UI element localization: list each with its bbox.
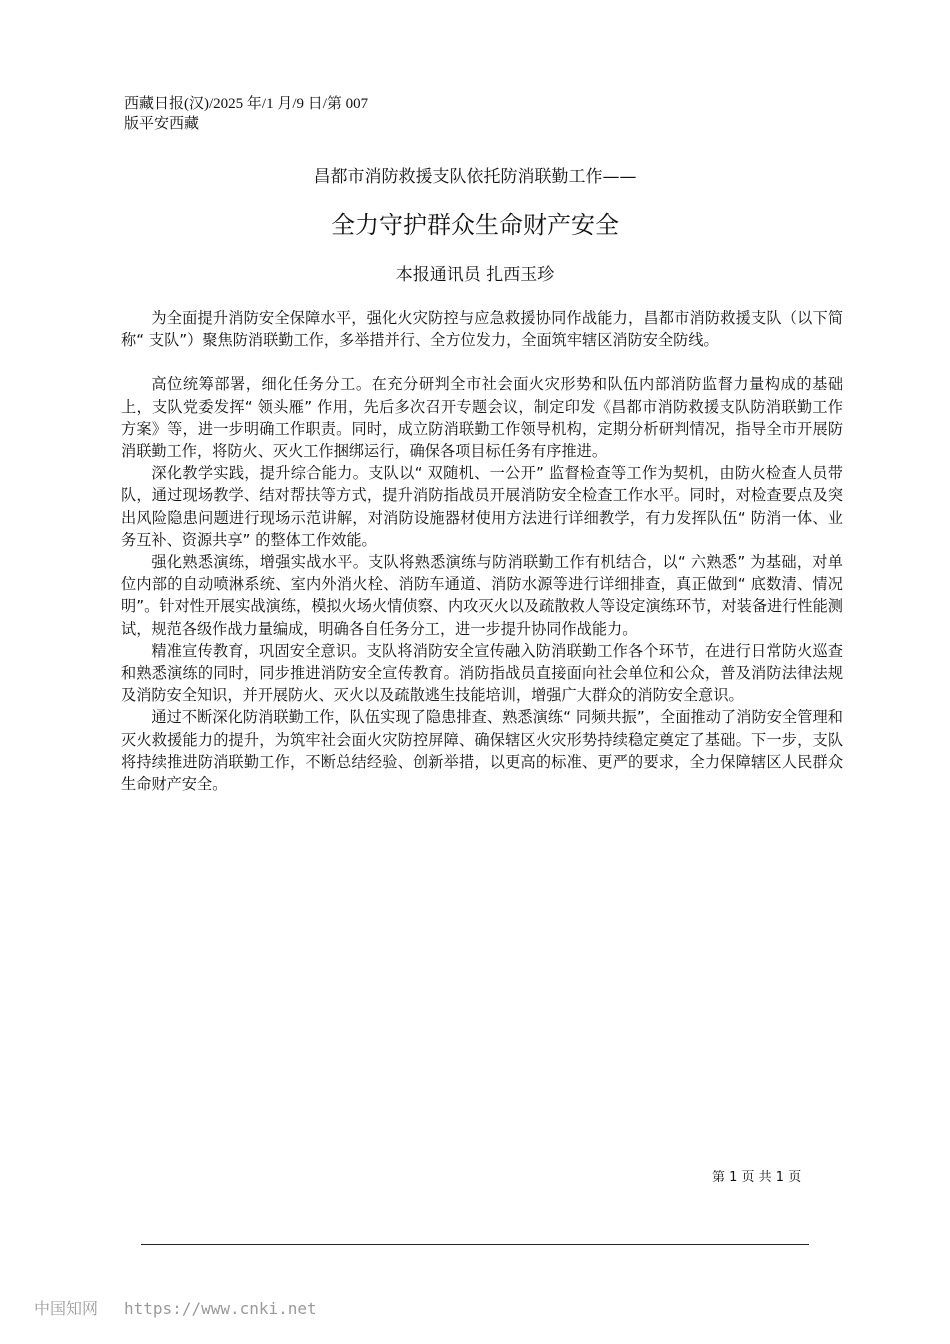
- source-citation: [124, 94, 424, 134]
- article-byline: 本报通讯员 扎西玉珍: [395, 265, 555, 285]
- footer-divider: [141, 1244, 809, 1245]
- source-line-2: 版平安西藏: [124, 116, 200, 132]
- paragraph: 为全面提升消防安全保障水平，强化火灾防控与应急救援协同作战能力，昌都市消防救援支队（以下简称“ 支队”）聚焦防消联勤工作，多举措并行、全方位发力，全面筑牢辖区消防安全防线。: [121, 309, 843, 350]
- paragraph: 高位统筹部署，细化任务分工。在充分研判全市社会面火灾形势和队伍内部消防监督力量构成的基础上，支队党委发挥“ 领头雁” 作用，先后多次召开专题会议，制定印发《昌都市消防救援支队防消联勤工作方案》等，进一步明确工作职责。同时，成立防消联勤工作领导机构，定期分析研判情况，指导全市开展防消联勤工作，将防火、灭火工作捆绑运行，确保各项目标任务有序推进。: [121, 375, 843, 461]
- paragraph: 深化教学实践，提升综合能力。支队以“ 双随机、一公开” 监督检查等工作为契机，由防火检查人员带队，通过现场教学、结对帮扶等方式，提升消防指战员开展消防安全检查工作水平。同时，对检查要点及突出风险隐患问题进行现场示范讲解，对消防设施器材使用方法进行详细教学，有力发挥队伍“ 防消一体、业务互补、资源共享” 的整体工作效能。: [121, 464, 843, 549]
- article-body: [121, 307, 843, 795]
- watermark-url[interactable]: https://www.cnki.net: [124, 1299, 317, 1318]
- article-subtitle: 昌都市消防救援支队依托防消联勤工作——: [313, 167, 637, 187]
- source-line-1: 西藏日报(汉)/2025 年/1 月/9 日/第 007: [124, 96, 369, 112]
- paragraph: 强化熟悉演练，增强实战水平。支队将熟悉演练与防消联勤工作有机结合，以“ 六熟悉” 为基础，对单位内部的自动喷淋系统、室内外消火栓、消防车通道、消防水源等进行详细排查，真正做到“ 底数清、情况明”。针对性开展实战演练，模拟火场火情侦察、内攻灭火以及疏散救人等设定演练环节，对装备进行性能测试，规范各级作战力量编成，明确各自任务分工，进一步提升协同作战能力。: [121, 553, 843, 638]
- cnki-watermark: [34, 1296, 317, 1319]
- paragraph: 精准宣传教育，巩固安全意识。支队将消防安全宣传融入防消联勤工作各个环节，在进行日常防火巡查和熟悉演练的同时，同步推进消防安全宣传教育。消防指战员直接面向社会单位和公众，普及消防法律法规及消防安全知识，并开展防火、灭火以及疏散逃生技能培训，增强广大群众的消防安全意识。: [121, 641, 843, 705]
- watermark-name: 中国知网: [34, 1299, 99, 1318]
- paragraph: 通过不断深化防消联勤工作，队伍实现了隐患排查、熟悉演练“ 同频共振”，全面推动了消防安全管理和灭火救援能力的提升，为筑牢社会面火灾防控屏障、确保辖区火灾形势持续稳定奠定了基础。下一步，支队将持续推进防消联勤工作，不断总结经验、创新举措，以更高的标准、更严的要求，全力保障辖区人民群众生命财产安全。: [121, 708, 843, 794]
- page-indicator: 第 1 页 共 1 页: [712, 1170, 802, 1185]
- article-title: 全力守护群众生命财产安全: [331, 211, 619, 239]
